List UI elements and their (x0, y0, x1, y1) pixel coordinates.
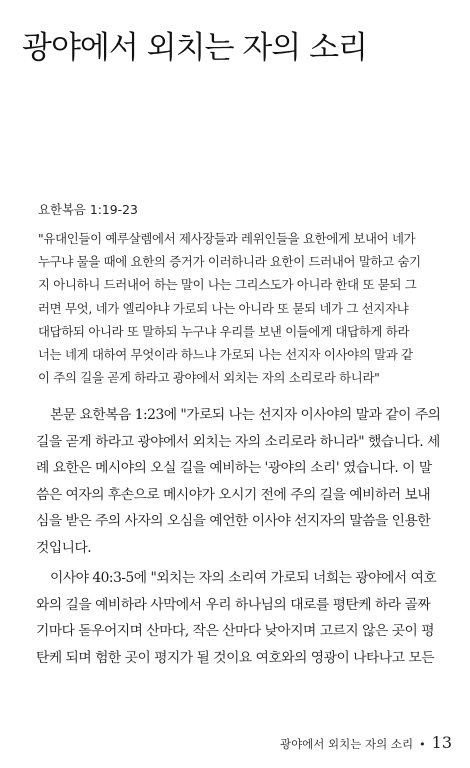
paragraph-1 (36, 402, 448, 561)
body-line: 탄케 되며 험한 곳이 평지가 될 것이요 여호와의 영광이 나타나고 모든 (36, 649, 435, 666)
scripture-quote (38, 200, 443, 389)
page-footer (280, 733, 452, 752)
quote-line: 대답하되 아니라 또 말하되 누구냐 우리를 보낸 이들에게 대답하게 하라 (38, 323, 410, 339)
body-line: 심을 받은 주의 사자의 오심을 예언한 이사야 선지자의 말씀을 인용한 (36, 513, 431, 529)
body-line: 례 요한은 메시야의 오실 길을 예비하는 '광야의 소리' 였습니다. 이 말 (36, 460, 432, 476)
body-line: 씀은 여자의 후손으로 메시야가 오시기 전에 주의 길을 예비하러 보내 (36, 486, 431, 503)
body-line: 본문 요한복음 1:23에 "가로되 나는 선지자 이사야의 말과 같이 주의 (50, 407, 441, 423)
bullet-separator: • (419, 738, 426, 751)
body-line: 기마다 돋우어지며 산마다, 작은 산마다 낮아지며 고르지 않은 곳이 평 (36, 623, 435, 639)
body-line: 와의 길을 예비하라 사막에서 우리 하나님의 대로를 평탄케 하라 골짜 (36, 596, 431, 613)
quote-line: 누구냐 물을 때에 요한의 증거가 이러하니라 요한이 드러내어 말하고 숨기 (38, 254, 421, 270)
quote-line: "유대인들이 예루살렘에서 제사장들과 레위인들을 요한에게 보내어 네가 (38, 231, 416, 246)
quote-line: 이 주의 길을 곧게 하라고 광야에서 외치는 자의 소리로라 하니라" (38, 370, 380, 386)
page-number: 13 (431, 733, 452, 752)
body-text (36, 402, 448, 671)
paragraph-2 (36, 565, 448, 671)
body-line: 이사야 40:3-5에 "외치는 자의 소리여 가로되 너희는 광야에서 여호 (50, 570, 437, 586)
quote-line: 러면 무엇, 네가 엘리야냐 가로되 나는 아니라 또 묻되 네가 그 선지자냐 (38, 300, 409, 316)
quote-line: 지 아니하니 드러내어 하는 말이 나는 그리스도가 아니라 한대 또 묻되 그 (38, 277, 417, 293)
quote-line: 너는 네게 대하여 무엇이라 하느냐 가로되 나는 선지자 이사야의 말과 같 (38, 347, 413, 363)
chapter-title: 광야에서 외치는 자의 소리 (22, 30, 367, 66)
body-line: 것입니다. (36, 539, 92, 556)
scripture-reference: 요한복음 1:19-23 (38, 202, 138, 217)
running-title: 광야에서 외치는 자의 소리 (279, 737, 414, 751)
body-line: 길을 곧게 하라고 광야에서 외치는 자의 소리로라 하니라" 했습니다. 세 (36, 433, 440, 450)
